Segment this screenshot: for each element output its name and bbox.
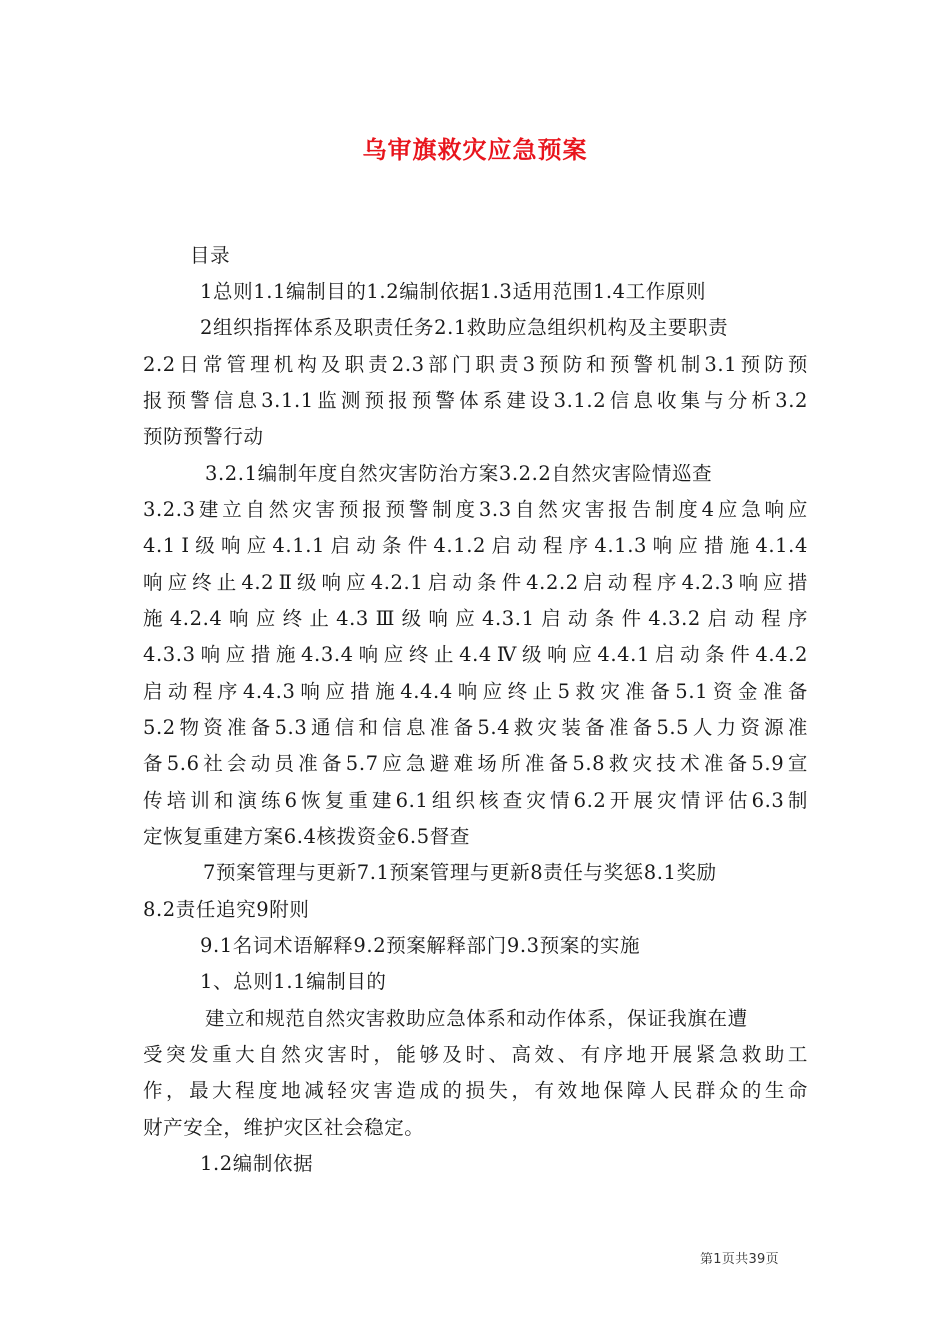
toc-line: 7预案管理与更新7.1预案管理与更新8责任与奖惩8.1奖励 (203, 861, 717, 884)
document-title: 乌审旗救灾应急预案 (362, 136, 588, 164)
toc-heading: 目录 (190, 244, 231, 267)
toc-line: 响应终止4.2Ⅱ级响应4.2.1启动条件4.2.2启动程序4.2.3响应措 (143, 571, 808, 594)
section-heading: 1、总则1.1编制目的 (200, 970, 387, 993)
toc-line: 备5.6社会动员准备5.7应急避难场所准备5.8救灾技术准备5.9宣 (143, 752, 808, 775)
toc-line: 启动程序4.4.3响应措施4.4.4响应终止5救灾准备5.1资金准备 (143, 680, 808, 703)
toc-line: 8.2责任追究9附则 (143, 898, 310, 921)
toc-line: 3.2.3建立自然灾害预报预警制度3.3自然灾害报告制度4应急响应 (143, 498, 808, 521)
toc-line: 定恢复重建方案6.4核拨资金6.5督查 (143, 825, 470, 848)
toc-line: 施4.2.4响应终止4.3Ⅲ级响应4.3.1启动条件4.3.2启动程序 (143, 607, 808, 630)
toc-line: 2.2日常管理机构及职责2.3部门职责3预防和预警机制3.1预防预 (143, 353, 808, 376)
body-paragraph-line: 建立和规范自然灾害救助应急体系和动作体系，保证我旗在遭 (205, 1007, 748, 1030)
section-heading: 1.2编制依据 (200, 1152, 314, 1175)
toc-line: 报预警信息3.1.1监测预报预警体系建设3.1.2信息收集与分析3.2 (143, 389, 808, 412)
toc-line: 预防预警行动 (143, 425, 264, 448)
body-paragraph-line: 受突发重大自然灾害时，能够及时、高效、有序地开展紧急救助工 (143, 1043, 808, 1066)
toc-line: 4.3.3响应措施4.3.4响应终止4.4Ⅳ级响应4.4.1启动条件4.4.2 (143, 643, 808, 666)
page-number-footer: 第1页共39页 (700, 1252, 779, 1267)
toc-line: 1总则1.1编制目的1.2编制依据1.3适用范围1.4工作原则 (200, 280, 707, 303)
toc-line: 5.2物资准备5.3通信和信息准备5.4救灾装备准备5.5人力资源准 (143, 716, 808, 739)
body-paragraph-line: 财产安全，维护灾区社会稳定。 (143, 1116, 425, 1139)
toc-line: 2组织指挥体系及职责任务2.1救助应急组织机构及主要职责 (200, 316, 729, 339)
toc-line: 传培训和演练6恢复重建6.1组织核查灾情6.2开展灾情评估6.3制 (143, 789, 808, 812)
body-paragraph-line: 作，最大程度地减轻灾害造成的损失，有效地保障人民群众的生命 (143, 1079, 808, 1102)
toc-line: 9.1名词术语解释9.2预案解释部门9.3预案的实施 (200, 934, 641, 957)
toc-line: 4.1Ⅰ级响应4.1.1启动条件4.1.2启动程序4.1.3响应措施4.1.4 (143, 534, 808, 557)
toc-line: 3.2.1编制年度自然灾害防治方案3.2.2自然灾害险情巡查 (205, 462, 713, 485)
